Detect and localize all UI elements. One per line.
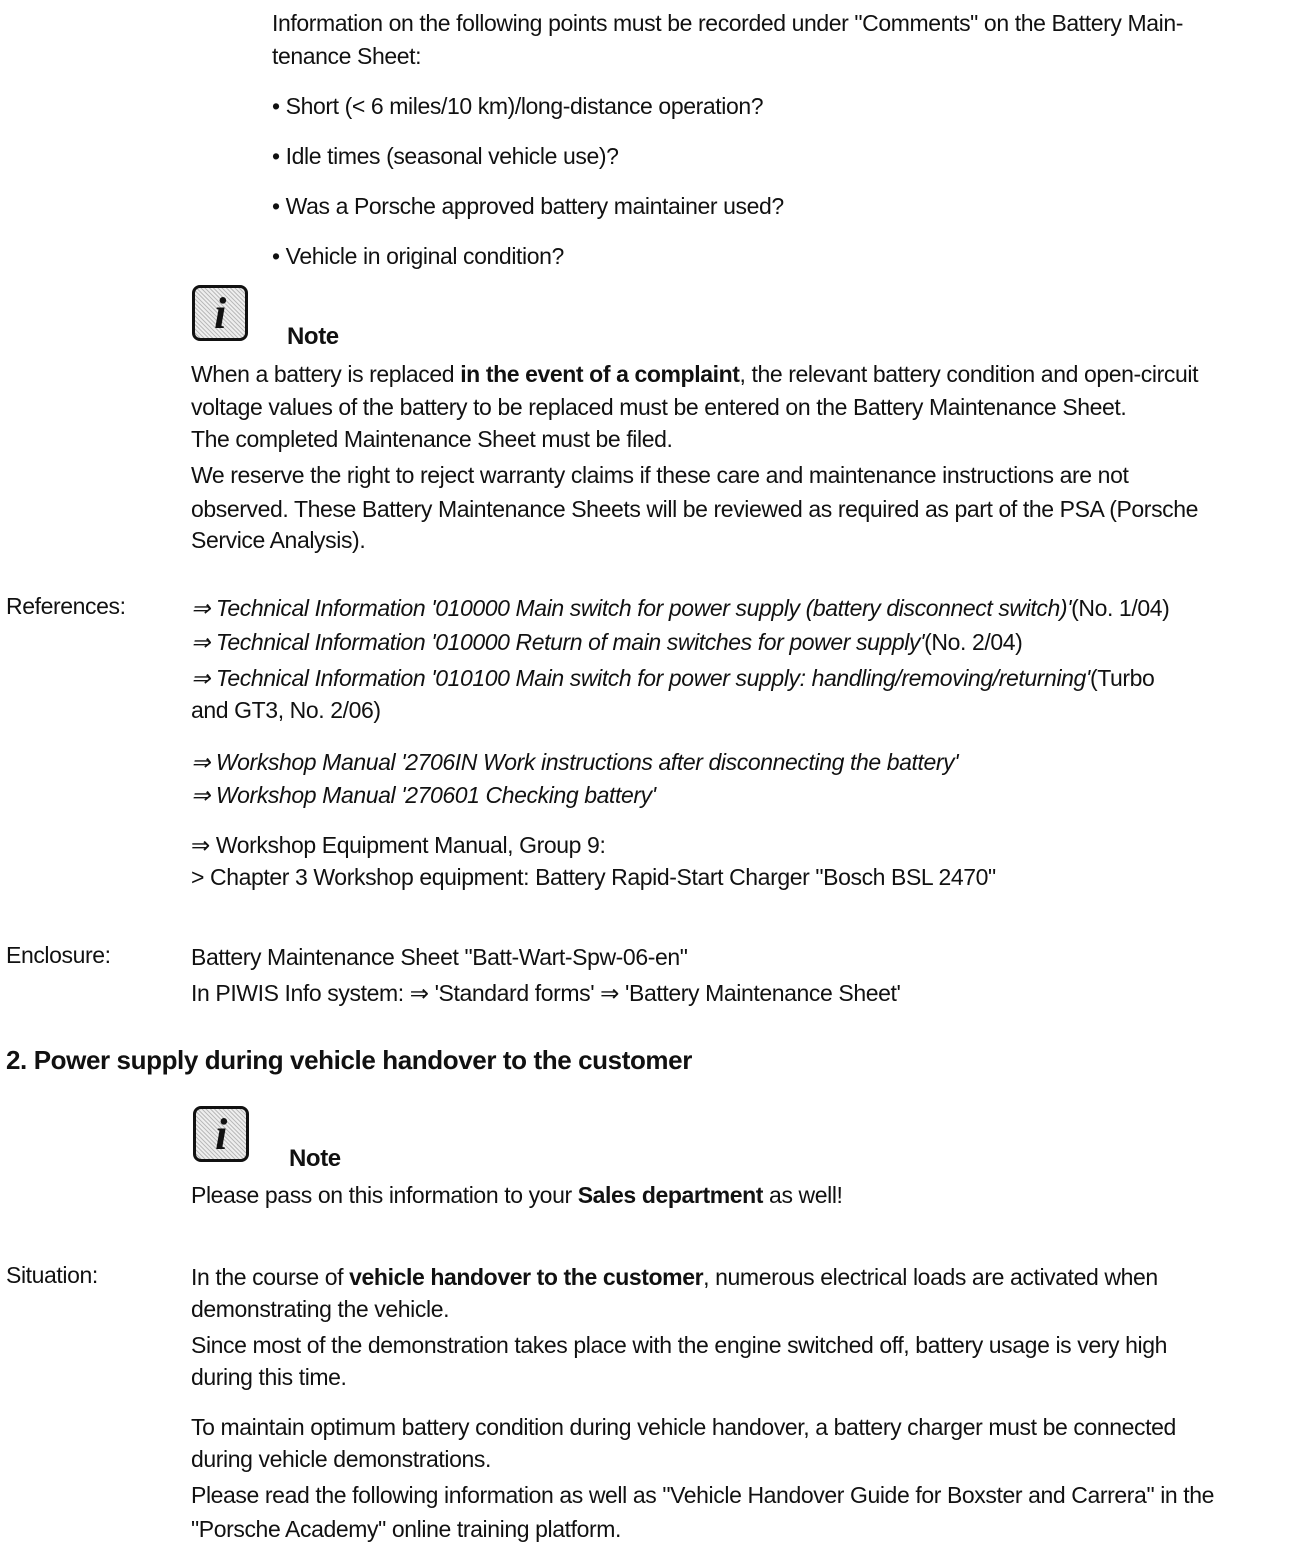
situation-line-6: during vehicle demonstrations.	[191, 1446, 491, 1472]
reference-1	[191, 593, 1169, 623]
note1-line-4: We reserve the right to reject warranty claims if these care and maintenance instructions are not	[191, 462, 1129, 488]
bullet-text: Idle times (seasonal vehicle use)?	[285, 143, 619, 169]
intro-line-2: tenance Sheet:	[272, 43, 422, 69]
note1-line-6: Service Analysis).	[191, 527, 366, 553]
note2-bold: Sales department	[577, 1182, 764, 1208]
reference-link[interactable]: ⇒ Technical Information '010000 Return of main switches for power supply'	[191, 629, 925, 655]
reference-3	[191, 663, 1154, 693]
bullet-item-3: • Was a Porsche approved battery maintainer used?	[272, 193, 784, 219]
situation-label: Situation:	[6, 1262, 98, 1288]
reference-number: (No. 2/04)	[924, 629, 1023, 655]
note1-line-5: observed. These Battery Maintenance Sheets will be reviewed as required as part of the PSA (Porsche	[191, 496, 1199, 522]
bullet-item-2: • Idle times (seasonal vehicle use)?	[272, 143, 619, 169]
situation-line-3: Since most of the demonstration takes place with the engine switched off, battery usage is very high	[191, 1332, 1167, 1358]
reference-link[interactable]: ⇒ Technical Information '010000 Main switch for power supply (battery disconnect switch)'	[191, 595, 1072, 621]
bullet-text: Short (< 6 miles/10 km)/long-distance operation?	[285, 93, 764, 119]
situation-line-5: To maintain optimum battery condition during vehicle handover, a battery charger must be connected	[191, 1414, 1176, 1440]
enclosure-line-1: Battery Maintenance Sheet "Batt-Wart-Spw-06-en"	[191, 944, 688, 970]
situation-line-7: Please read the following information as well as "Vehicle Handover Guide for Boxster and Carrera" in the	[191, 1482, 1215, 1508]
bullet-item-4: • Vehicle in original condition?	[272, 243, 564, 269]
note1-line-1	[191, 359, 1198, 389]
situation-line-2: demonstrating the vehicle.	[191, 1296, 450, 1322]
note1-text: , the relevant battery condition and open-circuit	[739, 361, 1199, 387]
situation-line-4: during this time.	[191, 1364, 347, 1390]
references-label: References:	[6, 593, 126, 619]
info-icon: i	[193, 1106, 249, 1162]
reference-6[interactable]: ⇒ Workshop Equipment Manual, Group 9:	[191, 832, 606, 858]
enclosure-label: Enclosure:	[6, 942, 111, 968]
reference-3-continued: and GT3, No. 2/06)	[191, 697, 381, 723]
info-icon: i	[192, 285, 248, 341]
bullet-text: Vehicle in original condition?	[285, 243, 564, 269]
note2-line	[191, 1180, 843, 1210]
enclosure-line-2: In PIWIS Info system: ⇒ 'Standard forms' ⇒ 'Battery Maintenance Sheet'	[191, 980, 901, 1006]
situation-text: In the course of	[191, 1264, 350, 1290]
situation-line-1	[191, 1262, 1158, 1292]
reference-number: (No. 1/04)	[1071, 595, 1170, 621]
reference-link[interactable]: ⇒ Technical Information '010100 Main switch for power supply: handling/removing/returning'	[191, 665, 1090, 691]
situation-line-8: "Porsche Academy" online training platform.	[191, 1516, 621, 1542]
note1-text: When a battery is replaced	[191, 361, 461, 387]
reference-4[interactable]: ⇒ Workshop Manual '2706IN Work instructions after disconnecting the battery'	[191, 749, 959, 775]
note1-bold: in the event of a complaint	[460, 361, 740, 387]
note-title: Note	[289, 1145, 341, 1172]
reference-5[interactable]: ⇒ Workshop Manual '270601 Checking battery'	[191, 782, 656, 808]
situation-bold: vehicle handover to the customer	[349, 1264, 704, 1290]
reference-number: (Turbo	[1089, 665, 1155, 691]
note1-line-3: The completed Maintenance Sheet must be filed.	[191, 426, 673, 452]
intro-line-1: Information on the following points must be recorded under "Comments" on the Battery Main-	[272, 10, 1184, 36]
bullet-text: Was a Porsche approved battery maintainer used?	[285, 193, 784, 219]
bullet-item-1: • Short (< 6 miles/10 km)/long-distance operation?	[272, 93, 764, 119]
note2-text: Please pass on this information to your	[191, 1182, 578, 1208]
section-heading: 2. Power supply during vehicle handover to the customer	[6, 1045, 692, 1075]
reference-7: > Chapter 3 Workshop equipment: Battery Rapid-Start Charger "Bosch BSL 2470"	[191, 864, 996, 890]
note-title: Note	[287, 323, 339, 350]
note1-line-2: voltage values of the battery to be replaced must be entered on the Battery Maintenance Sheet.	[191, 394, 1127, 420]
reference-2	[191, 627, 1022, 657]
note2-text: as well!	[763, 1182, 843, 1208]
situation-text: , numerous electrical loads are activated when	[703, 1264, 1158, 1290]
